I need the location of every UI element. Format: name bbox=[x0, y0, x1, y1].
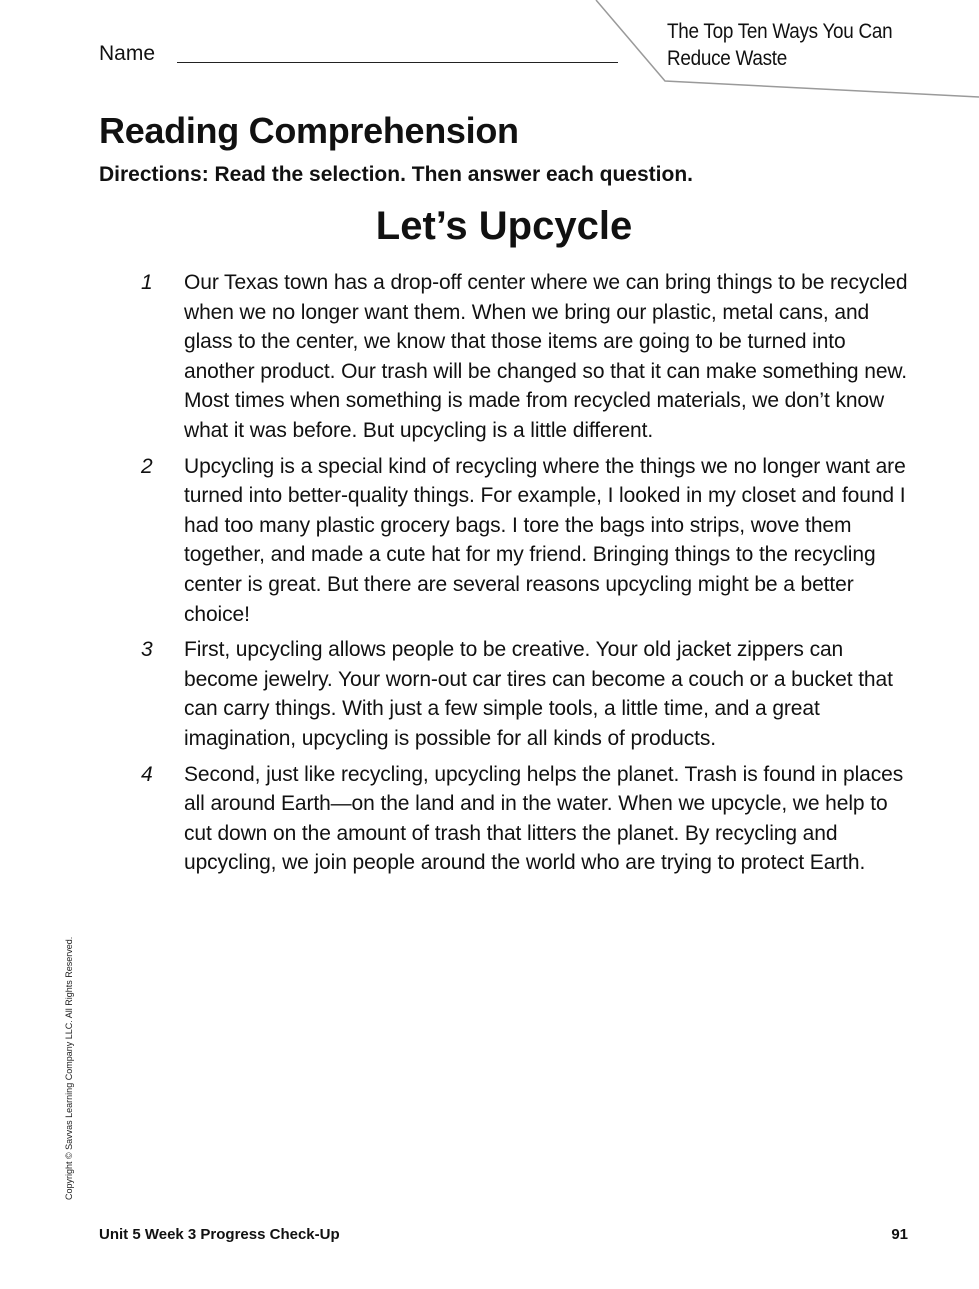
paragraph bbox=[135, 635, 915, 753]
paragraph bbox=[135, 760, 915, 878]
directions: Directions: Read the selection. Then answer each question. bbox=[99, 163, 693, 186]
selection-title-line-1: The Top Ten Ways You Can bbox=[667, 20, 893, 43]
name-label: Name bbox=[99, 42, 156, 65]
paragraph-number: 4 bbox=[141, 762, 153, 786]
name-input-line[interactable] bbox=[177, 62, 618, 63]
story-title: Let’s Upcycle bbox=[375, 204, 633, 248]
page-number: 91 bbox=[891, 1226, 908, 1243]
selection-title-line-2: Reduce Waste bbox=[667, 47, 788, 70]
paragraph-text: Our Texas town has a drop-off center where we can bring things to be recycled when we no longer want them. When we bring our plastic, metal cans, and glass to the center, we know that those items are going to be turned into another product. Our trash will be changed so that it can make something new. Most times when something is made from recycled materials, we don’t know what it was before. But upcycling is a little different. bbox=[184, 271, 908, 442]
paragraph-number: 1 bbox=[141, 271, 153, 294]
paragraph bbox=[135, 452, 915, 630]
paragraph-text: Upcycling is a special kind of recycling where the things we no longer want are turned into better-quality things. For example, I looked in my closet and found I had too many plastic grocery bags. I tore the bags into strips, wove them together, and made a cute hat for my friend. Bringing things to the recycling center is great. But there are several reasons upcycling might be a better choice! bbox=[184, 454, 906, 626]
page-heading: Reading Comprehension bbox=[99, 110, 519, 151]
paragraph-text: Second, just like recycling, upcycling helps the planet. Trash is found in places all around Earth—on the land and in the water. When we upcycle, we help to cut down on the amount of trash that litters the planet. By recycling and upcycling, we join people around the world who are trying to protect Earth. bbox=[184, 762, 904, 875]
paragraph-text: First, upcycling allows people to be creative. Your old jacket zippers can become jewelry. Your worn-out car tires can become a couch or a bucket that can carry things. With just a few simple tools, a little time, and a great imagination, upcycling is possible for all kinds of products. bbox=[184, 638, 893, 750]
paragraph bbox=[135, 268, 915, 446]
copyright-notice: Copyright © Savvas Learning Company LLC. All Rights Reserved. bbox=[64, 936, 74, 1200]
paragraph-number: 2 bbox=[141, 454, 153, 478]
paragraph-number: 3 bbox=[141, 638, 153, 662]
story-paragraphs bbox=[135, 268, 915, 884]
selection-title bbox=[667, 18, 937, 72]
footer-unit-label: Unit 5 Week 3 Progress Check-Up bbox=[99, 1226, 340, 1243]
